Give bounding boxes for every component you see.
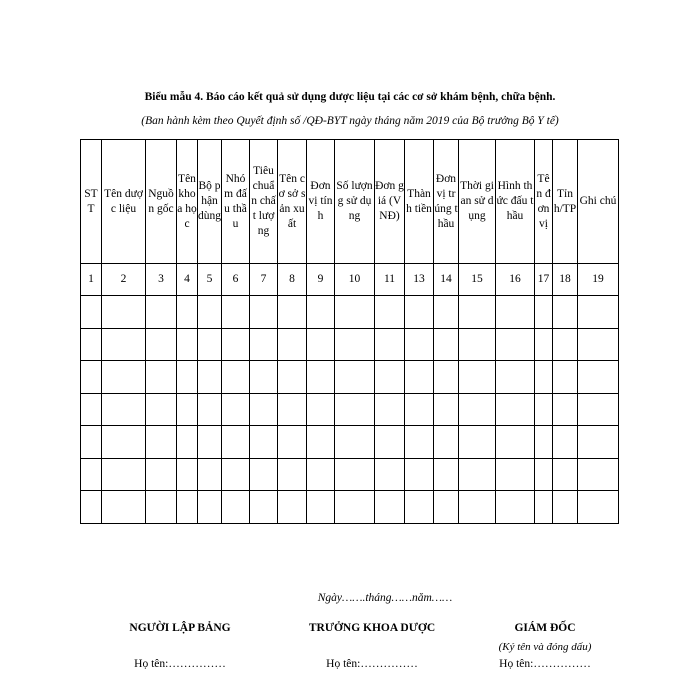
header-cell: Tên đơn vị xyxy=(535,140,553,264)
header-cell: Tên khoa học xyxy=(177,140,198,264)
form-subtitle: (Ban hành kèm theo Quyết định số /QĐ-BYT ngày tháng năm 2019 của Bộ trưởng Bộ Y tế) xyxy=(141,115,559,127)
column-number: 5 xyxy=(198,264,222,296)
signer-director-name-line: Họ tên:…………… xyxy=(499,658,591,670)
date-line: Ngày…….tháng……năm…… xyxy=(317,592,453,604)
column-number: 14 xyxy=(434,264,459,296)
column-number: 6 xyxy=(222,264,250,296)
header-cell: Nguồn gốc xyxy=(146,140,177,264)
header-cell: Đơn giá (VNĐ) xyxy=(375,140,405,264)
header-row xyxy=(81,140,619,264)
column-number: 3 xyxy=(146,264,177,296)
header-cell: Số lượng sử dụng xyxy=(335,140,375,264)
empty-row xyxy=(81,393,619,426)
header-cell: Tên dược liệu xyxy=(102,140,146,264)
empty-row xyxy=(81,328,619,361)
header-cell: Thành tiền xyxy=(405,140,434,264)
header-cell: Nhóm đấu thầu xyxy=(222,140,250,264)
empty-row xyxy=(81,491,619,524)
signer-pharmacy-head-title: TRƯỞNG KHOA DƯỢC xyxy=(308,622,436,634)
header-cell: Tỉnh/TP xyxy=(553,140,578,264)
empty-row xyxy=(81,426,619,459)
column-number: 8 xyxy=(278,264,307,296)
header-cell: Tên cơ sở sản xuất xyxy=(278,140,307,264)
signer-pharmacy-head-name-line: Họ tên:…………… xyxy=(326,658,418,670)
column-number: 16 xyxy=(496,264,535,296)
empty-row xyxy=(81,458,619,491)
signer-preparer-name-line: Họ tên:…………… xyxy=(134,658,226,670)
column-number: 17 xyxy=(535,264,553,296)
empty-row xyxy=(81,296,619,329)
column-number: 10 xyxy=(335,264,375,296)
column-number: 1 xyxy=(81,264,102,296)
column-number: 4 xyxy=(177,264,198,296)
report-table xyxy=(80,139,619,524)
column-number: 7 xyxy=(250,264,278,296)
column-number: 18 xyxy=(553,264,578,296)
header-cell: Tiêu chuẩn chất lượng xyxy=(250,140,278,264)
header-cell: Đơn vị tính xyxy=(307,140,335,264)
header-cell: Đơn vị trúng thầu xyxy=(434,140,459,264)
signer-director-title: GIÁM ĐỐC xyxy=(514,622,576,634)
column-number: 2 xyxy=(102,264,146,296)
form-title: Biểu mẫu 4. Báo cáo kết quả sử dụng dược liệu tại các cơ sở khám bệnh, chữa bệnh. xyxy=(144,91,556,103)
column-number: 11 xyxy=(375,264,405,296)
header-cell: Bộ phận dùng xyxy=(198,140,222,264)
column-number: 19 xyxy=(578,264,619,296)
header-cell: Thời gian sử dụng xyxy=(459,140,496,264)
signer-preparer-title: NGƯỜI LẬP BẢNG xyxy=(129,622,231,634)
header-cell: Ghi chú xyxy=(578,140,619,264)
header-cell: STT xyxy=(81,140,102,264)
column-number: 9 xyxy=(307,264,335,296)
header-cell: Hình thức đấu thầu xyxy=(496,140,535,264)
column-number-row xyxy=(81,264,619,296)
column-number: 13 xyxy=(405,264,434,296)
signer-director-note: (Ký tên và đóng dấu) xyxy=(498,641,592,653)
column-number: 15 xyxy=(459,264,496,296)
empty-row xyxy=(81,361,619,394)
